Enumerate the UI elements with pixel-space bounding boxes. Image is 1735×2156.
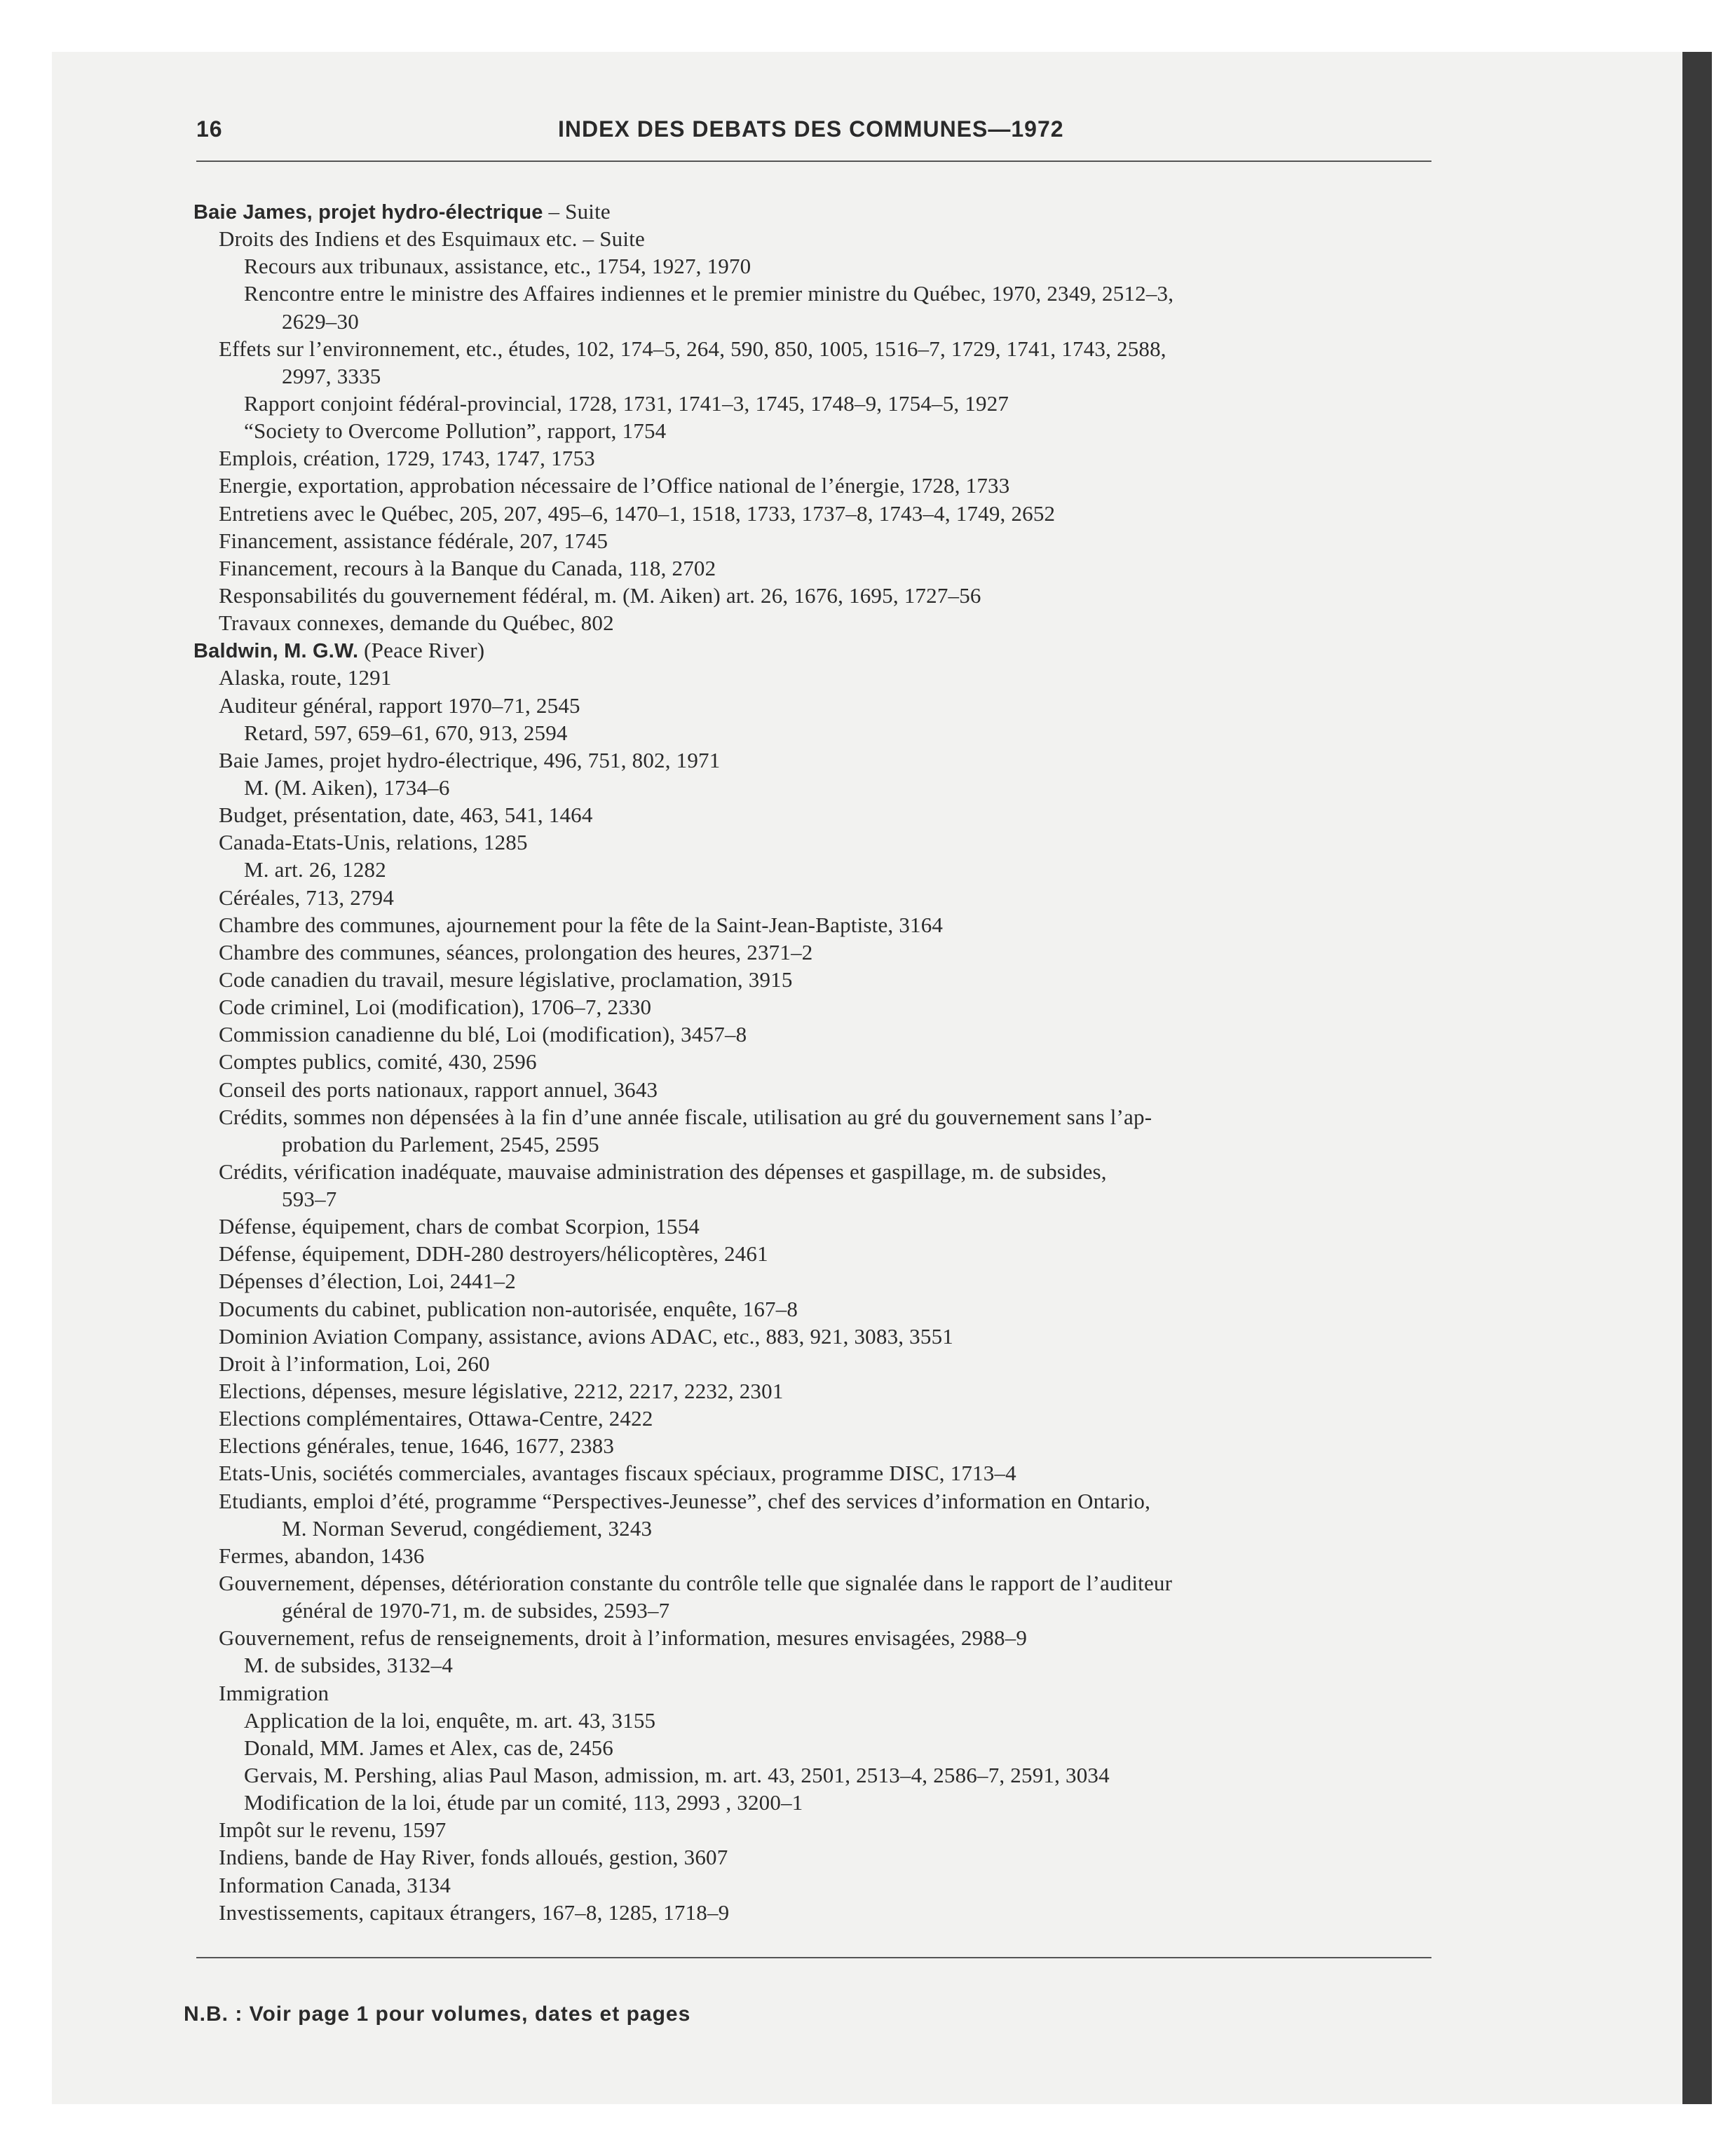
index-continuation-line: M. Norman Severud, congédiement, 3243 xyxy=(282,1515,653,1541)
index-entry: Effets sur l’environnement, etc., études, 102, 174–5, 264, 590, 850, 1005, 1516–7, 1729, 1741, 1743, 2588, xyxy=(219,336,1166,361)
index-subentry: Application de la loi, enquête, m. art. 43, 3155 xyxy=(244,1707,656,1733)
index-heading-text: (Peace River) xyxy=(358,638,485,663)
index-entry: Chambre des communes, séances, prolongation des heures, 2371–2 xyxy=(219,939,813,964)
footer-note: N.B. : Voir page 1 pour volumes, dates et pages xyxy=(184,2003,691,2026)
index-entry: Crédits, vérification inadéquate, mauvaise administration des dépenses et gaspillage, m. de subsides, xyxy=(219,1159,1107,1184)
index-continuation-line: probation du Parlement, 2545, 2595 xyxy=(282,1131,599,1157)
index-entry: Budget, présentation, date, 463, 541, 1464 xyxy=(219,803,593,828)
index-entry: Droits des Indiens et des Esquimaux etc. – Suite xyxy=(219,226,645,252)
index-entry: Etudiants, emploi d’été, programme “Perspectives-Jeunesse”, chef des services d’information en Ontario, xyxy=(219,1488,1151,1513)
index-subentry: M. de subsides, 3132–4 xyxy=(244,1653,454,1678)
index-heading-name: Baldwin, M. G.W. xyxy=(193,640,359,663)
index-entry: Code criminel, Loi (modification), 1706–7, 2330 xyxy=(219,995,652,1020)
index-subentry: Modification de la loi, étude par un comité, 113, 2993 , 3200–1 xyxy=(244,1790,803,1815)
index-entry: Dépenses d’élection, Loi, 2441–2 xyxy=(219,1269,516,1294)
index-entry: Commission canadienne du blé, Loi (modification), 3457–8 xyxy=(219,1022,747,1047)
index-entry: Crédits, sommes non dépensées à la fin d’une année fiscale, utilisation au gré du gouvernement sans l’ap- xyxy=(219,1104,1152,1129)
header-rule xyxy=(196,161,1431,162)
index-heading-text: – Suite xyxy=(543,199,611,224)
index-entries xyxy=(193,198,1455,1926)
page-number: 16 xyxy=(196,116,223,142)
index-entry: Emplois, création, 1729, 1743, 1747, 1753 xyxy=(219,446,595,471)
index-heading xyxy=(193,636,1455,664)
index-entry: Droit à l’information, Loi, 260 xyxy=(219,1351,490,1376)
index-continuation-line: 2997, 3335 xyxy=(282,363,381,388)
index-entry: Elections générales, tenue, 1646, 1677, 2383 xyxy=(219,1433,615,1459)
index-entry: Céréales, 713, 2794 xyxy=(219,885,395,910)
index-entry: Energie, exportation, approbation nécessaire de l’Office national de l’énergie, 1728, 1733 xyxy=(219,473,1010,498)
scan-binding-edge xyxy=(1682,52,1712,2104)
index-entry: Canada-Etats-Unis, relations, 1285 xyxy=(219,830,528,855)
index-heading xyxy=(193,198,1455,225)
index-entry: Information Canada, 3134 xyxy=(219,1872,451,1897)
index-subentry: Retard, 597, 659–61, 670, 913, 2594 xyxy=(244,720,568,745)
index-subentry: Recours aux tribunaux, assistance, etc., 1754, 1927, 1970 xyxy=(244,254,751,279)
index-subentry: Donald, MM. James et Alex, cas de, 2456 xyxy=(244,1735,613,1760)
index-entry: Baie James, projet hydro-électrique, 496, 751, 802, 1971 xyxy=(219,747,721,772)
index-entry: Responsabilités du gouvernement fédéral, m. (M. Aiken) art. 26, 1676, 1695, 1727–56 xyxy=(219,582,981,608)
index-entry: Fermes, abandon, 1436 xyxy=(219,1543,425,1568)
index-entry: Travaux connexes, demande du Québec, 802 xyxy=(219,610,614,636)
index-subentry: Gervais, M. Pershing, alias Paul Mason, admission, m. art. 43, 2501, 2513–4, 2586–7, 2591, 3034 xyxy=(244,1763,1110,1788)
index-entry: Elections, dépenses, mesure législative, 2212, 2217, 2232, 2301 xyxy=(219,1379,784,1404)
index-entry: Documents du cabinet, publication non-autorisée, enquête, 167–8 xyxy=(219,1296,798,1321)
index-entry: Défense, équipement, DDH-280 destroyers/hélicoptères, 2461 xyxy=(219,1241,768,1267)
index-continuation-line: 2629–30 xyxy=(282,308,359,334)
footer-rule xyxy=(196,1957,1431,1958)
index-entry: Gouvernement, dépenses, détérioration constante du contrôle telle que signalée dans le rapport de l’auditeur xyxy=(219,1571,1173,1596)
index-entry: Indiens, bande de Hay River, fonds alloués, gestion, 3607 xyxy=(219,1845,728,1870)
index-subentry: Rencontre entre le ministre des Affaires indiennes et le premier ministre du Québec, 1970, 2349, 2512–3, xyxy=(244,281,1174,306)
index-subentry: “Society to Overcome Pollution”, rapport, 1754 xyxy=(244,418,667,444)
index-subentry: M. (M. Aiken), 1734–6 xyxy=(244,775,450,800)
index-entry: Etats-Unis, sociétés commerciales, avantages fiscaux spéciaux, programme DISC, 1713–4 xyxy=(219,1461,1016,1486)
index-entry: Chambre des communes, ajournement pour la fête de la Saint-Jean-Baptiste, 3164 xyxy=(219,912,944,937)
index-continuation-line: général de 1970-71, m. de subsides, 2593–7 xyxy=(282,1598,670,1623)
index-heading-name: Baie James, projet hydro-électrique xyxy=(193,201,543,224)
index-subentry: Rapport conjoint fédéral-provincial, 1728, 1731, 1741–3, 1745, 1748–9, 1754–5, 1927 xyxy=(244,390,1009,416)
index-entry: Financement, recours à la Banque du Canada, 118, 2702 xyxy=(219,555,716,580)
index-entry: Dominion Aviation Company, assistance, avions ADAC, etc., 883, 921, 3083, 3551 xyxy=(219,1323,953,1349)
index-entry: Gouvernement, refus de renseignements, droit à l’information, mesures envisagées, 2988–9 xyxy=(219,1625,1028,1651)
index-entry: Entretiens avec le Québec, 205, 207, 495–6, 1470–1, 1518, 1733, 1737–8, 1743–4, 1749, 2652 xyxy=(219,500,1056,526)
index-entry: Code canadien du travail, mesure législative, proclamation, 3915 xyxy=(219,967,793,992)
index-entry: Alaska, route, 1291 xyxy=(219,665,392,690)
index-entry: Conseil des ports nationaux, rapport annuel, 3643 xyxy=(219,1077,658,1102)
page-header xyxy=(196,116,1430,156)
index-subentry: M. art. 26, 1282 xyxy=(244,857,386,882)
index-entry: Financement, assistance fédérale, 207, 1745 xyxy=(219,528,608,553)
index-entry: Investissements, capitaux étrangers, 167–8, 1285, 1718–9 xyxy=(219,1899,730,1925)
index-entry: Auditeur général, rapport 1970–71, 2545 xyxy=(219,692,580,718)
index-entry: Défense, équipement, chars de combat Scorpion, 1554 xyxy=(219,1214,700,1239)
index-entry: Comptes publics, comité, 430, 2596 xyxy=(219,1049,537,1074)
index-entry: Impôt sur le revenu, 1597 xyxy=(219,1817,447,1843)
index-entry: Elections complémentaires, Ottawa-Centre, 2422 xyxy=(219,1406,653,1431)
index-entry: Immigration xyxy=(219,1680,329,1705)
index-continuation-line: 593–7 xyxy=(282,1187,337,1212)
running-title: INDEX DES DEBATS DES COMMUNES—1972 xyxy=(558,116,1064,142)
